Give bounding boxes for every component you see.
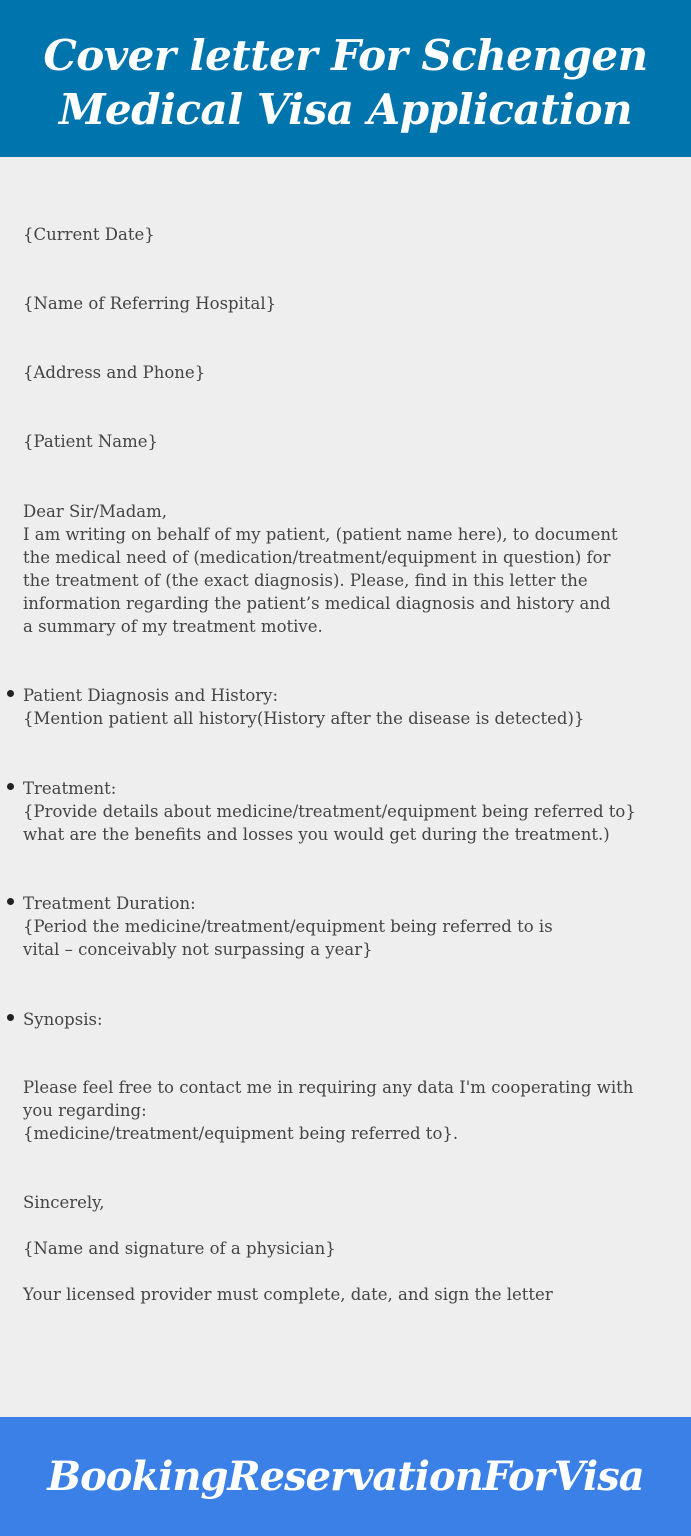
physician-signature: {Name and signature of a physician} xyxy=(23,1239,336,1258)
bullet-dot xyxy=(7,690,14,697)
sign-off: Sincerely, xyxy=(23,1193,105,1212)
intro-line: I am writing on behalf of my patient, (patient name here), to document xyxy=(23,525,618,544)
bullet-text: what are the benefits and losses you would get during the treatment.) xyxy=(23,825,610,844)
intro-line: a summary of my treatment motive. xyxy=(23,617,323,636)
bullet-text: {Period the medicine/treatment/equipment being referred to is xyxy=(23,917,553,936)
intro-line: the treatment of (the exact diagnosis). Please, find in this letter the xyxy=(23,571,588,590)
page-title-line-2: Medical Visa Application xyxy=(58,85,633,134)
page-header xyxy=(0,0,691,157)
closing-line: Please feel free to contact me in requiring any data I'm cooperating with xyxy=(23,1078,634,1097)
bullet-title-duration: Treatment Duration: xyxy=(23,894,196,913)
intro-line: the medical need of (medication/treatment/equipment in question) for xyxy=(23,548,611,567)
intro-line: information regarding the patient’s medical diagnosis and history and xyxy=(23,594,611,613)
bullet-title-treatment: Treatment: xyxy=(23,779,117,798)
bullet-text: {Mention patient all history(History after the disease is detected)} xyxy=(23,709,585,728)
salutation: Dear Sir/Madam, xyxy=(23,502,168,521)
bullet-title-diagnosis: Patient Diagnosis and History: xyxy=(23,686,279,705)
page-title-line-1: Cover letter For Schengen xyxy=(43,31,648,80)
brand-name: BookingReservationForVisa xyxy=(47,1453,644,1500)
bullet-dot xyxy=(7,1014,14,1021)
bullet-dot xyxy=(7,898,14,905)
closing-line: you regarding: xyxy=(23,1101,147,1120)
address-phone: {Address and Phone} xyxy=(23,363,206,382)
closing-line: {medicine/treatment/equipment being referred to}. xyxy=(23,1124,459,1143)
provider-note: Your licensed provider must complete, date, and sign the letter xyxy=(23,1285,553,1304)
patient-name: {Patient Name} xyxy=(23,432,159,451)
bullet-text: vital – conceivably not surpassing a year} xyxy=(23,940,373,959)
current-date: {Current Date} xyxy=(23,225,155,244)
page-footer xyxy=(0,1417,691,1536)
hospital-name: {Name of Referring Hospital} xyxy=(23,294,277,313)
bullet-dot xyxy=(7,783,14,790)
bullet-text: {Provide details about medicine/treatment/equipment being referred to} xyxy=(23,802,636,821)
bullet-title-synopsis: Synopsis: xyxy=(23,1010,103,1029)
